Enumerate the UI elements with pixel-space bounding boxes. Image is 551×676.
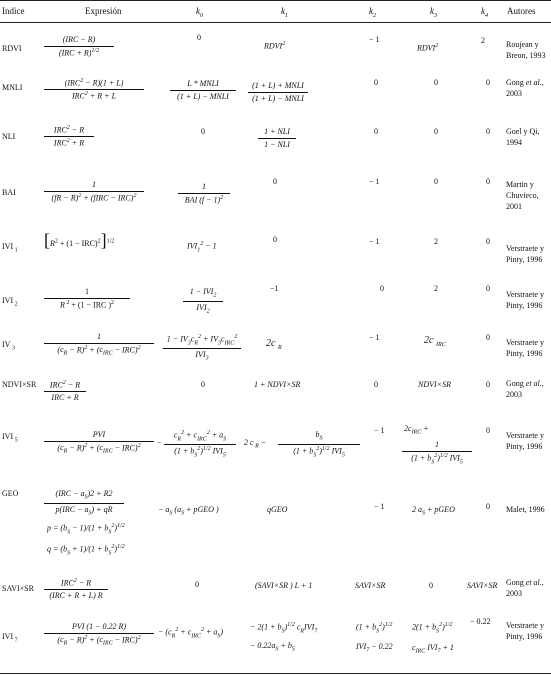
header-expresion: Expresión (85, 6, 122, 16)
row-indice: RDVI (2, 44, 22, 53)
k1-value: RDVI$^2$ (264, 41, 286, 51)
k2-value: − 1 (369, 35, 380, 44)
k1-fraction: 1 + NLI 1 − NLI (258, 127, 296, 149)
author: Verstraete y Pinty, 1996 (506, 244, 544, 265)
k1-value: −1 (270, 284, 279, 293)
k4-value: 0 (486, 426, 490, 435)
k3-value: 2 (434, 237, 438, 246)
k1-line1: − $2(1 + b_S)^{1/2}$ $c_RIVI_7$ (250, 622, 318, 635)
header-rule (0, 22, 551, 23)
k3-line1: $2(1 + b_S^2)^{1/2}$ (412, 622, 453, 635)
author: Verstraete y Pinty, 1996 (506, 621, 544, 642)
k1-value: qGEO (267, 505, 288, 514)
k3-fraction: 1 $(1 + b_S^2)^{1/2}$ $IVI_5$ (402, 440, 472, 466)
k1-fraction: (1 + L) + MNLI (1 + L) − MNLI (248, 81, 308, 103)
expr-bracket: $[R^2 + (1 - IRC)^2]^{1/2}$ (44, 230, 115, 250)
k1-value: 1 + NDVI×SR (254, 380, 301, 389)
k3-value: 0 (434, 177, 438, 186)
k2-value: 0 (374, 127, 378, 136)
k0-fraction: $1 - IV_3c_R^2 + IV_3c_{IRC}^2$ $IVI_3$ (163, 334, 241, 363)
k4-value: 0 (486, 333, 490, 342)
k3-line2: $c_{IRC}$ $IVI_7 + 1$ (412, 643, 454, 655)
k2-value: SAVI×SR (355, 581, 386, 590)
k0-value: − $(c_R^2 + c_{IRC}^2 + a_S)$ (158, 627, 224, 640)
k2-value: 0 (374, 78, 378, 87)
k1-value: (SAVI×SR ) L + 1 (255, 581, 313, 590)
author: Malet, 1996 (506, 505, 545, 514)
author: Verstraete y Pinty, 1996 (506, 290, 544, 311)
row-indice: NDVI×SR (2, 380, 37, 389)
k2-value: − 1 (374, 502, 385, 511)
k2-line2: $IVI_7 - 0.22$ (356, 642, 393, 654)
row-indice: IVI $_5$ (2, 432, 18, 444)
expr-fraction: $(IRC - a_S)2 + R2$ $p(IRC - a_S)$ + qR (44, 489, 124, 518)
k3-value: 2 (434, 284, 438, 293)
header-k1: $k_1$ (281, 6, 288, 19)
row-indice: IVI $_1$ (2, 242, 18, 254)
top-rule (0, 0, 551, 1)
row-indice: BAI (2, 188, 16, 197)
k3-value: 0 (434, 127, 438, 136)
expr-fraction: PVI (1 − 0.22 R) $(c_R - R)^2 + (c_{IRC} - IRC)^2$ (44, 622, 154, 648)
k2-value: 0 (374, 380, 378, 389)
author: Goel y Qi, 1994 (506, 127, 540, 148)
expr-fraction: 1 (fR − R)$^2$ + (fIRC − IRC)$^2$ (44, 180, 144, 203)
k3-value: 2c $_{IRC}$ (424, 335, 446, 348)
k0-fraction: $c_R^2 + c_{IRC}^2 + a_S$ $(1 + b_S^2)^{1/2}$ $IVI_5$ (164, 430, 236, 460)
k0-minus: − (157, 438, 162, 447)
k4-value: 0 (486, 502, 490, 511)
k1-prefix: 2 c $_R$ − (244, 438, 267, 450)
expr-fraction: $IRC^2 - R$ $IRC^2 + R$ (44, 125, 94, 149)
row-indice: SAVI×SR (2, 584, 34, 593)
k0-value: 0 (197, 33, 201, 42)
expr-fraction: $(IRC^2 - R)(1 + L)$ $IRC^2 + R + L$ (44, 78, 144, 102)
bottom-rule (0, 673, 551, 674)
row-indice: GEO (2, 489, 19, 498)
k4-value: 2 (481, 36, 485, 45)
k1-line2: − $0.22a_S + b_S$ (250, 641, 295, 653)
k4-value: 0 (486, 380, 490, 389)
header-k4: $k_4$ (481, 6, 488, 19)
k0-fraction: 1 BAI $(f - 1)^2$ (178, 182, 230, 205)
row-indice: NLI (2, 132, 16, 141)
row-indice: IVI $_2$ (2, 296, 18, 308)
k2-value: − 1 (374, 426, 385, 435)
k3-first: $2c_{IRC}$ + (404, 424, 429, 436)
author: Martin y Chuvieco, 2001 (506, 180, 539, 212)
k1-fraction: $b_S$ $(1 + b_S^2)^{1/2}$ $IVI_5$ (278, 430, 360, 459)
row-indice: IVI $_7$ (2, 632, 18, 644)
k4-value: 0 (486, 177, 490, 186)
k1-value: 2c $_R$ (266, 338, 282, 351)
k1-value: 0 (273, 235, 277, 244)
k0-value: $IVI_1^2 - 1$ (187, 241, 217, 254)
k2-value: − 1 (369, 177, 380, 186)
k4-value: 0 (486, 284, 490, 293)
expr-p-line: $p = (b_S - 1)/(1 + b_S^2)^{1/2}$ (47, 523, 125, 536)
expr-fraction: 1 $(c_R - R)^2 + (c_{IRC} - IRC)^2$ (44, 332, 154, 358)
expr-fraction: (IRC − R) (IRC + R)$^{1/2}$ (44, 35, 114, 58)
expr-fraction: PVI $(c_R - R)^2 + (c_{IRC} - IRC)^2$ (44, 430, 154, 456)
header-autores: Autores (507, 6, 536, 16)
author: Gong et al., 2003 (506, 78, 544, 99)
k0-value: 0 (195, 580, 199, 589)
row-indice: MNLI (2, 83, 23, 92)
k3-value: RDVI$^2$ (417, 43, 439, 53)
header-k2: $k_2$ (369, 6, 376, 19)
k3-value: 2 $a_S$ + pGEO (412, 505, 455, 517)
header-indice: Indice (2, 6, 25, 16)
expr-q-line: $q = (b_S + 1)/(1 + b_S^2)^{1/2}$ (47, 544, 125, 557)
author: Gong et al., 2003 (506, 578, 544, 599)
author: Verstraete y Pinty, 1996 (506, 338, 544, 359)
k3-value: NDVI×SR (418, 380, 451, 389)
k1-value: 0 (273, 177, 277, 186)
k0-value: 0 (201, 127, 205, 136)
k3-value: 0 (434, 78, 438, 87)
k0-value: − $a_S$ ($a_S$ + pGEO ) (158, 505, 219, 517)
k2-line1: $(1 + b_S^2)^{1/2}$ (356, 622, 393, 635)
k3-value: 0 (429, 581, 433, 590)
author: Verstraete y Pinty, 1996 (506, 431, 544, 452)
k2-value: 0 (380, 284, 384, 293)
k2-value: − 1 (369, 237, 380, 246)
k0-value: 0 (201, 380, 205, 389)
expr-fraction: $IRC^2 - R$ (IRC + R + L) R (44, 578, 108, 601)
k4-value: − 0.22 (470, 617, 491, 626)
k4-value: SAVI×SR (467, 581, 498, 590)
k2-value: − 1 (369, 333, 380, 342)
k4-value: 0 (486, 78, 490, 87)
k4-value: 0 (486, 237, 490, 246)
k4-value: 0 (486, 127, 490, 136)
k0-fraction: $1 - IVI_2$ $IVI_2$ (183, 287, 223, 316)
header-k0: $k_0$ (196, 6, 203, 19)
author: Gong et al., 2003 (506, 379, 544, 400)
k0-fraction: L * MNLI (1 + L) − MNLI (170, 79, 236, 101)
expr-fraction: $IRC^2 - R$ IRC + R (44, 380, 86, 403)
header-k3: $k_3$ (430, 6, 437, 19)
row-indice: IV $_3$ (2, 340, 15, 352)
author: Roujean y Breon, 1993 (506, 40, 546, 61)
expr-fraction: 1 R $^2$ + (1 − IRC )$^2$ (44, 287, 130, 310)
